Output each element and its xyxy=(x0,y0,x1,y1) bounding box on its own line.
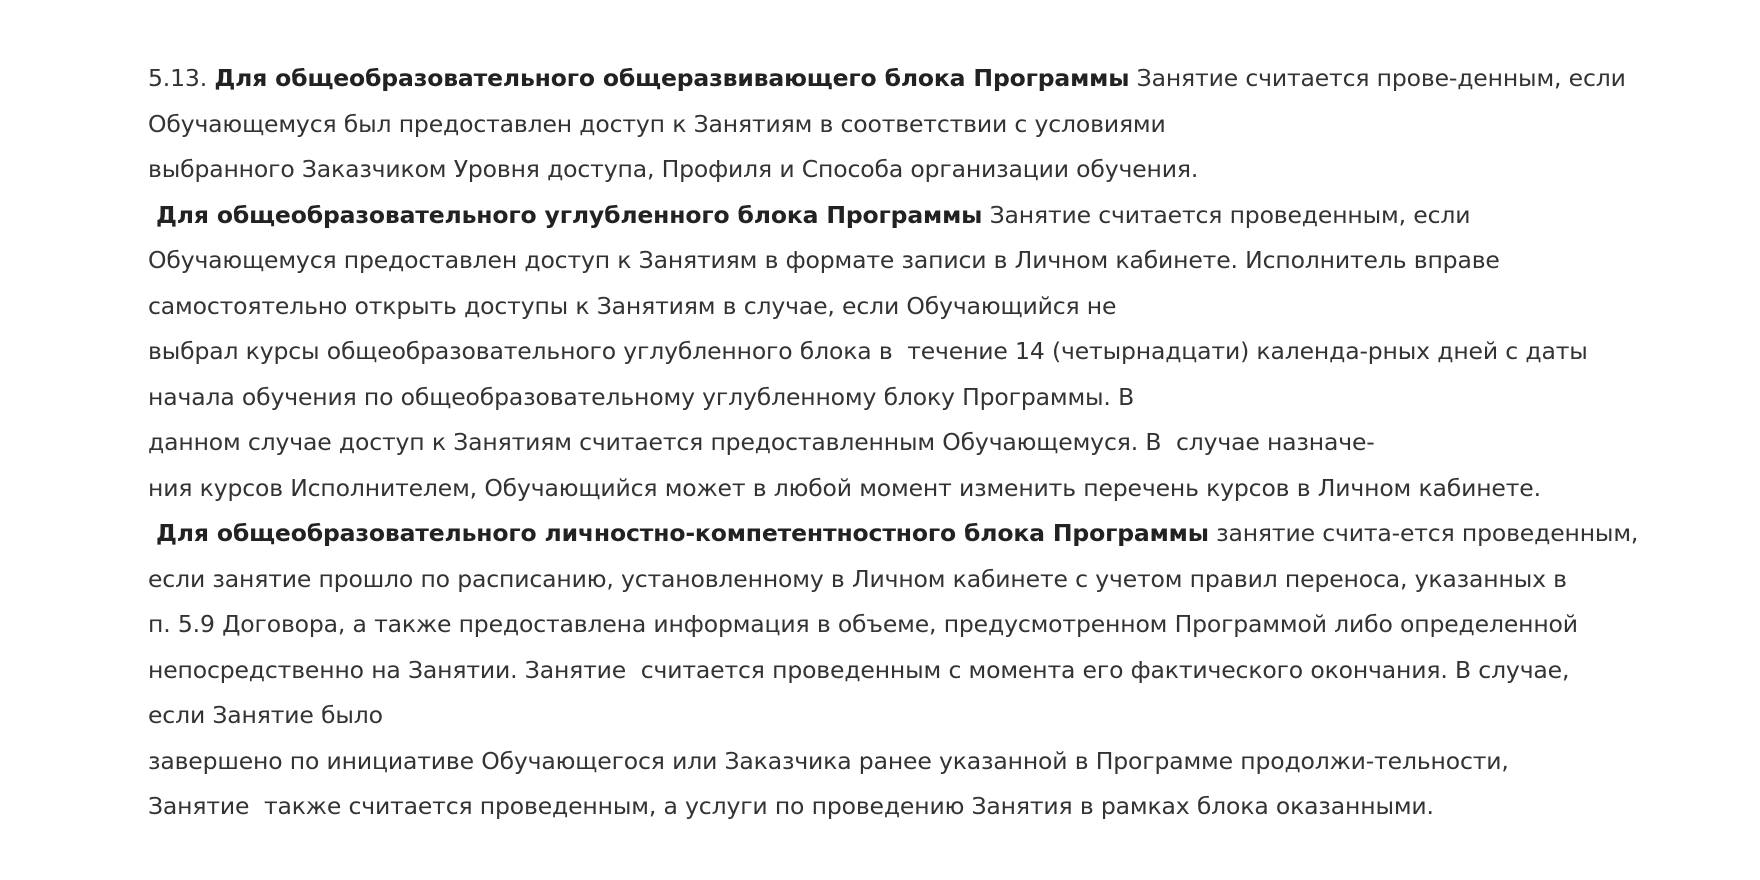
text-line: Обучающемуся был предоставлен доступ к Занятиям в соответствии с условиями xyxy=(148,109,1166,138)
text-line: выбранного Заказчиком Уровня доступа, Профиля и Способа организации обучения. xyxy=(148,155,1199,183)
text-line: непосредственно на Занятии. Занятие считается проведенным с момента его фактического окончания. В случае, xyxy=(148,655,1570,684)
text-line xyxy=(148,56,1628,102)
clause-number: 5.13. xyxy=(148,64,208,92)
text-line xyxy=(148,511,1639,557)
text-fragment: Занятие считается проведенным, если xyxy=(982,200,1471,229)
text-line: самостоятельно открыть доступы к Занятиям в случае, если Обучающийся не xyxy=(148,291,1117,320)
text-line: завершено по инициативе Обучающегося или Заказчика ранее указанной в Программе продолжи-тельности, xyxy=(148,746,1509,775)
contract-clause-5-13 xyxy=(148,56,1639,830)
advanced-block-heading: Для общеобразовательного углубленного блока Программы xyxy=(148,200,983,229)
text-fragment: занятие счита-ется проведенным, xyxy=(1208,519,1639,547)
text-line: если Занятие было xyxy=(148,701,383,729)
text-line: Занятие также считается проведенным, а услуги по проведению Занятия в рамках блока оказанными. xyxy=(148,792,1434,820)
text-line xyxy=(148,193,1628,239)
text-line: если занятие прошло по расписанию, установленному в Личном кабинете с учетом правил переноса, указанных в xyxy=(148,564,1567,593)
text-line: выбрал курсы общеобразовательного углубленного блока в течение 14 (четырнадцати) календа-рных дней с даты xyxy=(148,337,1588,365)
text-line: п. 5.9 Договора, а также предоставлена информация в объеме, предусмотренном Программой либо определенной xyxy=(148,610,1578,638)
competency-block-heading: Для общеобразовательного личностно-компетентностного блока Программы xyxy=(148,519,1209,547)
text-line: данном случае доступ к Занятиям считается предоставленным Обучающемуся. В случае назначе- xyxy=(148,428,1375,456)
text-line: начала обучения по общеобразовательному углубленному блоку Программы. В xyxy=(148,382,1135,411)
text-line: Обучающемуся предоставлен доступ к Занятиям в формате записи в Личном кабинете. Исполнитель вправе xyxy=(148,246,1500,274)
text-line: ния курсов Исполнителем, Обучающийся может в любой момент изменить перечень курсов в Личном кабинете. xyxy=(148,473,1541,502)
general-block-heading: Для общеобразовательного общеразвивающего блока Программы xyxy=(214,64,1130,92)
text-fragment: Занятие считается прове-денным, если xyxy=(1129,64,1626,92)
